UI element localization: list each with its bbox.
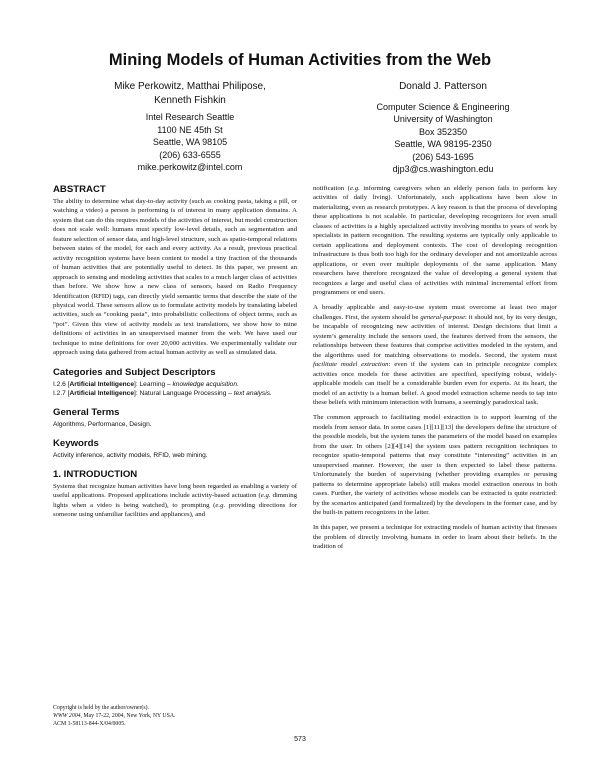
author-address: Seattle, WA 98195-2350 xyxy=(394,139,492,150)
intro-text-part: providing directions for someone using unfamiliar facilities and appliances), and xyxy=(53,501,297,519)
author-address-1: 1100 NE 45th St xyxy=(157,124,223,135)
author-names-line-2: Kenneth Fishkin xyxy=(154,94,226,106)
category-name: Artificial Intelligence xyxy=(69,380,134,388)
body-paragraph-4: In this paper, we present a technique for extracting models of human activity that finesses the problem of directly involving humans in order to learn about their beliefs. In the tradition of xyxy=(313,524,557,551)
author-names-line-1: Mike Perkowitz, Matthai Philipose, xyxy=(114,81,266,92)
category-descriptor: text analysis. xyxy=(233,389,272,397)
abstract-heading: ABSTRACT xyxy=(53,184,106,195)
copyright-line-3: ACM 1-58113-844-X/04/0005. xyxy=(53,721,126,727)
general-terms-heading: General Terms xyxy=(53,406,120,418)
category-code: I.2.7 [ xyxy=(53,389,70,397)
author-department: Computer Science & Engineering xyxy=(376,101,510,112)
copyright-line-1: Copyright is held by the author/owner(s). xyxy=(53,705,149,711)
body-text-part: notification ( xyxy=(313,185,351,192)
category-code: I.2.6 [ xyxy=(53,380,70,388)
body-text-italic: e.g. xyxy=(350,185,360,192)
author-box: Box 352350 xyxy=(418,126,468,137)
author-block-uw xyxy=(340,80,546,176)
body-paragraph-3: The common approach to facilitating model extraction is to support learning of the models from sensor data. In some cases [1][11][13] the developers define the structure of the possible models, but the system tunes the parameters of the model based on examples from the user. In others [2][4][14] the system uses pattern recognition techniques to recognize spatio-temporal patterns that may constitute “interesting” activities in an unsupervised manner. However, the user is then expected to label these patterns. Unfortunately the burden of supervising (whether providing examples or perusing patterns to determine appropriate labels) still makes model extraction onerous in both cases. Further, the variety of activities whose models can be extracted is quite restricted: by the scenarios anticipated (and formalized) by the developers in the former case, and by the built-in pattern recognizers in the latter. xyxy=(313,414,557,516)
keywords-text: Activity inference, activity models, RFID, web mining. xyxy=(53,451,208,459)
author-phone: (206) 543-1695 xyxy=(412,151,474,162)
body-text-part: : it should not, by its very design, be incapable of recognizing new activities of interest. Design decisions that limit a system’s generality include the sensors used, the features derived from the sensors, the relationships between these features that comprise activities modeled in the system, and the algorithms used for matching observations to models. Second, the system must xyxy=(313,313,557,359)
body-text-italic: general-purpose xyxy=(420,313,465,321)
author-phone: (206) 633-6555 xyxy=(159,149,221,160)
copyright-notice xyxy=(53,704,297,728)
body-text-part: informing caregivers when an elderly person fails to perform key activities of daily living). Unfortunately, such applications have been slow in materializing, even as research prototypes. A key reason is that the process of developing these applications is not scalable. In particular, developing recognizers for even small classes of activities is a highly specialized activity involving months to years of work by specialists in pattern recognition. The resulting systems are typically only applicable to certain applications and deployment contexts. The cost of developing recognition infrastructure is thus both too high for the ordinary developer and not amortizable across applications, or even over multiple deployments of the same application. Many researchers have therefore recognized the value of developing a general system that recognizes a large and useful class of activities with minimal incremental effort from programmers or end users. xyxy=(313,185,557,296)
intro-text-part: Systems that recognize human activities have long been regarded as enabling a variety of useful applications. Proposed applications include activity-based actuation ( xyxy=(53,482,297,500)
body-text-part: A broadly applicable and easy-to-use system must overcome at least two major challenges. First, the system should be xyxy=(313,304,557,321)
author-email: djp3@cs.washington.edu xyxy=(392,164,494,175)
intro-text-italic: e.g. xyxy=(260,492,271,500)
paper-title: Mining Models of Human Activities from the Web xyxy=(108,51,492,69)
abstract-text: The ability to determine what day-to-day activity (such as cooking pasta, taking a pill, or watching a video) a person is performing is of interest in many application domains. A system that can do this requires models of the activities of interest, but model construction does not scale well: humans must specify low-level details, such as segmentation and feature selection of sensor data, and high-level structure, such as spatio-temporal relations between states of the model, for each and every activity. As a result, previous practical activity recognition systems have been content to model a tiny fraction of the thousands of human activities that are potentially useful to detect. In this paper, we present an approach to sensing and modeling activities that scales to a much larger class of activities than before. We show how a new class of sensors, based on Radio Frequency Identification (RFID) tags, can directly yield semantic terms that describe the state of the physical world. These sensors allow us to formulate activity models by translating labeled activities, such as “cooking pasta”, into probabilistic collections of object terms, such as “pot”. Given this view of activity models as text translations, we show how to mine definitions of activities in an unsupervised manner from the web. We have used our technique to mine definitions for over 20,000 activities. We experimentally validate our approach using data gathered from actual human activity as well as simulated data. xyxy=(53,198,297,357)
right-column xyxy=(313,184,557,552)
conference-details: , May 17-22, 2004, New York, NY USA. xyxy=(80,713,176,719)
introduction-heading: 1. INTRODUCTION xyxy=(53,468,138,480)
category-entry-1 xyxy=(53,380,297,389)
keywords-heading: Keywords xyxy=(53,437,99,449)
body-paragraph-2 xyxy=(313,303,557,407)
general-terms-text: Algorithms, Performance, Design. xyxy=(53,420,152,428)
category-entry-2 xyxy=(53,389,297,398)
conference-name: WWW 2004 xyxy=(53,713,81,719)
left-column xyxy=(53,184,297,520)
introduction-text xyxy=(53,482,297,520)
author-address-2: Seattle, WA 98105 xyxy=(152,137,228,148)
author-name: Donald J. Patterson xyxy=(399,81,487,92)
intro-text-part: dimming lights when a video is being watched), to prompting ( xyxy=(53,492,297,509)
author-email: mike.perkowitz@intel.com xyxy=(137,162,243,173)
page-number: 573 xyxy=(294,736,306,743)
category-name: Artificial Intelligence xyxy=(69,389,134,397)
body-paragraph-1 xyxy=(313,184,557,297)
body-text-part: : even if the system can in principle recognize complex activities once models for these activities are specified, specifying robust, widely-applicable models can itself be a considerable burden even for experts. At its heart, the model of an activity is a human belief. A good model extraction scheme needs to tap into these beliefs with minimum interaction with humans, a seemingly paradoxical task. xyxy=(313,361,558,406)
categories-heading: Categories and Subject Descriptors xyxy=(53,366,216,378)
author-affiliation: University of Washington xyxy=(393,114,493,125)
author-affiliation: Intel Research Seattle xyxy=(145,112,235,122)
body-text-italic: facilitate model extraction xyxy=(313,361,389,369)
copyright-line-2 xyxy=(53,712,297,720)
author-block-intel xyxy=(60,80,320,174)
category-subject: ]: Natural Language Processing – xyxy=(134,389,234,397)
category-subject: ]: Learning – xyxy=(134,380,173,388)
intro-text-italic: e.g. xyxy=(215,501,226,509)
category-descriptor: knowledge acquisition. xyxy=(172,380,239,388)
